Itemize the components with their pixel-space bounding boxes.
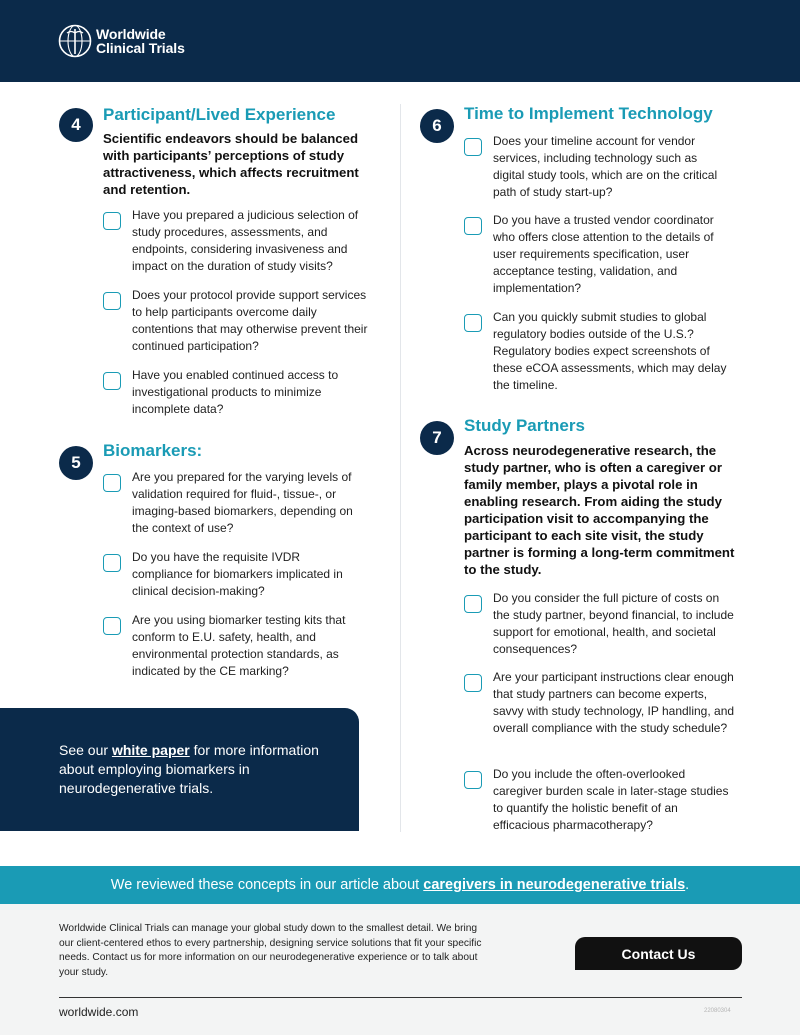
caregivers-article-link[interactable]: caregivers in neurodegenerative trials (423, 877, 686, 893)
question-text: Do you consider the full picture of costs on the study partner, beyond financial, to include support for emotional, health, and societal consequences? (493, 591, 734, 656)
question-text: Can you quickly submit studies to global regulatory bodies outside of the U.S.? Regulatory bodies expect screenshots of these eCOA assessments, which may delay the timeline. (493, 310, 727, 392)
brand-line-2: Clinical Trials (96, 40, 185, 56)
question-text: Do you have the requisite IVDR compliance for biomarkers implicated in clinical decision-making? (132, 550, 343, 598)
section-4-intro: Scientific endeavors should be balanced with participants’ perceptions of study attractiveness, which affects recruitment and retention. (103, 131, 359, 197)
document-code: 22080304 (704, 1008, 731, 1014)
header-bar (0, 0, 800, 82)
checkbox-icon[interactable] (103, 372, 121, 390)
footer-description: Worldwide Clinical Trials can manage your global study down to the smallest detail. We bring our client-centered ethos to every partnership, designing service solutions that fit your specific needs. Contact us for more information on our neurodegenerative experience or to talk about your study. (59, 923, 482, 978)
checkbox-icon[interactable] (464, 771, 482, 789)
question-text: Are you prepared for the varying levels of validation required for fluid-, tissue-, or imaging-based biomarkers, depending on the context of use? (132, 470, 353, 535)
section-7-title: Study Partners (464, 416, 585, 435)
contact-us-button[interactable]: Contact Us (575, 937, 742, 970)
question-text: Do you include the often-overlooked caregiver burden scale in later-stage studies to quantify the holistic benefit of an efficacious pharmacotherapy? (493, 767, 729, 832)
section-6-number: 6 (420, 109, 454, 143)
footer (0, 904, 800, 1035)
section-4-number: 4 (59, 108, 93, 142)
checkbox-icon[interactable] (103, 474, 121, 492)
section-7-intro: Across neurodegenerative research, the study partner, who is often a caregiver or family member, plays a pivotal role in enabling research. From aiding the study participation visit to accompanying the participant to each site visit, the study partner is forming a long-term commitment to the study. (464, 443, 735, 577)
section-6-title: Time to Implement Technology (464, 104, 713, 123)
callout-text: See our white paper for more information about employing biomarkers in neurodegenerative trials. (59, 742, 319, 796)
question-text: Does your timeline account for vendor services, including technology such as digital study tools, which are on the critical path of study start-up? (493, 134, 718, 199)
checkbox-icon[interactable] (464, 595, 482, 613)
question-text: Does your protocol provide support services to help participants overcome daily contentions that may otherwise prevent their continued participation? (132, 288, 368, 353)
checkbox-icon[interactable] (464, 138, 482, 156)
footer-rule (59, 997, 742, 998)
question-text: Are your participant instructions clear enough that study partners can become experts, savvy with study technology, IP handling, and overall compliance with the study schedule? (493, 670, 735, 735)
question-text: Do you have a trusted vendor coordinator who offers close attention to the details of user requirements specification, user acceptance testing, validation, and implementation? (493, 213, 714, 295)
article-banner: We reviewed these concepts in our article about caregivers in neurodegenerative trials. (0, 866, 800, 904)
checkbox-icon[interactable] (103, 617, 121, 635)
checkbox-icon[interactable] (103, 554, 121, 572)
section-4-title: Participant/Lived Experience (103, 105, 336, 124)
globe-caduceus-icon (58, 24, 92, 58)
section-5-number: 5 (59, 446, 93, 480)
section-5-title: Biomarkers: (103, 441, 203, 460)
website-link[interactable]: worldwide.com (59, 1005, 139, 1019)
question-text: Have you prepared a judicious selection of study procedures, assessments, and endpoints, considering invasiveness and impact on the duration of study visits? (132, 208, 359, 273)
checkbox-icon[interactable] (464, 674, 482, 692)
white-paper-link[interactable]: white paper (111, 742, 190, 758)
column-divider (400, 104, 401, 832)
checkbox-icon[interactable] (464, 314, 482, 332)
brand-logo[interactable] (58, 24, 185, 58)
checkbox-icon[interactable] (464, 217, 482, 235)
brand-line-1: Worldwide (96, 26, 166, 42)
white-paper-callout (0, 708, 359, 831)
question-text: Are you using biomarker testing kits that conform to E.U. safety, health, and environmental protection standards, as indicated by the CE marking? (132, 613, 346, 678)
section-7-number: 7 (420, 421, 454, 455)
question-text: Have you enabled continued access to investigational products to minimize incomplete data? (132, 368, 339, 416)
checkbox-icon[interactable] (103, 292, 121, 310)
checkbox-icon[interactable] (103, 212, 121, 230)
